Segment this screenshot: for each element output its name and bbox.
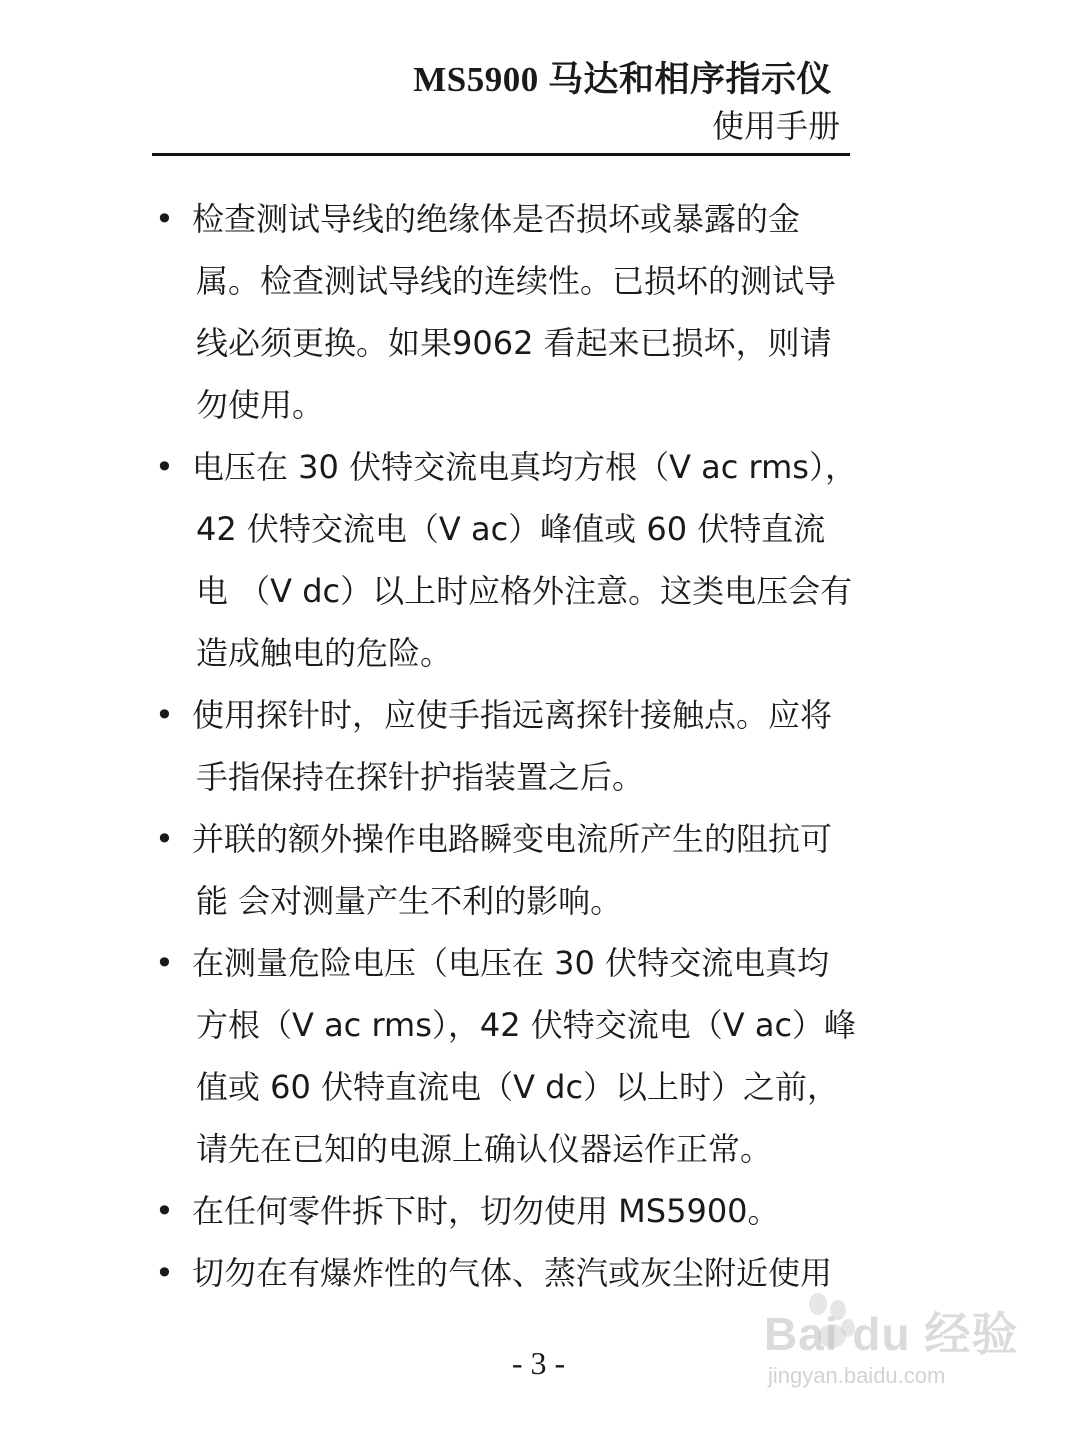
bullet-line: 勿使用。 <box>196 386 325 424</box>
bullet-item <box>152 932 920 1180</box>
bullet-item <box>152 436 920 684</box>
baidu-watermark <box>760 1290 1060 1410</box>
bullet-dot-icon: • <box>155 696 174 734</box>
bullet-line: 检查测试导线的绝缘体是否损坏或暴露的金 <box>192 200 801 238</box>
bullet-line: 请先在已知的电源上确认仪器运作正常。 <box>196 1130 773 1168</box>
document-subtitle: 使用手册 <box>711 107 840 145</box>
bullet-line: 属。检查测试导线的连续性。已损坏的测试导 <box>196 262 837 300</box>
bullet-line: 切勿在有爆炸性的气体、蒸汽或灰尘附近使用 <box>192 1254 833 1292</box>
bullet-dot-icon: • <box>155 1192 174 1230</box>
bullet-dot-icon: • <box>155 820 174 858</box>
bullet-item <box>152 684 920 808</box>
bullet-line: 方根（V ac rms），42 伏特交流电（V ac）峰 <box>196 1006 857 1044</box>
bullet-line: 造成触电的危险。 <box>196 634 453 672</box>
page-number: - 3 - <box>511 1345 566 1381</box>
bullet-line: 能 会对测量产生不利的影响。 <box>196 882 623 920</box>
bullet-line: 手指保持在探针护指装置之后。 <box>196 758 645 796</box>
bullet-line: 使用探针时，应使手指远离探针接触点。应将 <box>192 696 833 734</box>
bullet-line: 42 伏特交流电（V ac）峰值或 60 伏特直流 <box>196 510 826 548</box>
bullet-item <box>152 188 920 436</box>
bullet-dot-icon: • <box>155 200 174 238</box>
bullet-line: 在任何零件拆下时，切勿使用 MS5900。 <box>192 1192 780 1230</box>
bullet-item <box>152 1180 920 1242</box>
watermark-url: jingyan.baidu.com <box>768 1363 946 1388</box>
bullet-line: 值或 60 伏特直流电（V dc）以上时）之前， <box>196 1068 840 1106</box>
bullet-dot-icon: • <box>155 448 174 486</box>
safety-bullet-list <box>152 188 932 1304</box>
bullet-item <box>152 808 920 932</box>
bullet-dot-icon: • <box>155 944 174 982</box>
bullet-line: 在测量危险电压（电压在 30 伏特交流电真均 <box>192 944 830 982</box>
bullet-line: 电压在 30 伏特交流电真均方根（V ac rms）， <box>192 448 857 486</box>
bullet-line: 并联的额外操作电路瞬变电流所产生的阻抗可 <box>192 820 833 858</box>
bullet-line: 电 （V dc）以上时应格外注意。这类电压会有 <box>196 572 853 610</box>
bullet-line: 线必须更换。如果9062 看起来已损坏，则请 <box>196 324 832 362</box>
document-title: MS5900 马达和相序指示仪 <box>413 60 832 99</box>
page-header <box>152 50 850 156</box>
bullet-dot-icon: • <box>155 1254 174 1292</box>
watermark-brand: Bai du 经验 <box>764 1308 1019 1360</box>
